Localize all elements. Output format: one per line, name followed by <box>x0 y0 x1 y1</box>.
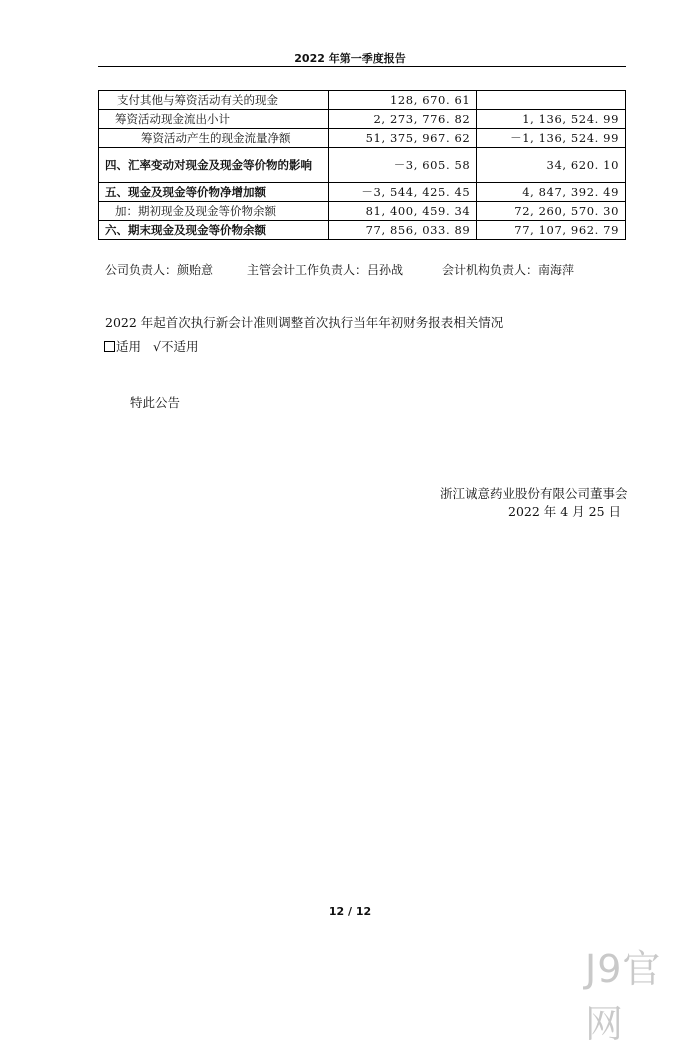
table-row <box>99 129 626 148</box>
table-row <box>99 110 626 129</box>
current-period-value: 81, 400, 459. 34 <box>328 202 477 221</box>
row-label: 六、期末现金及现金等价物余额 <box>99 221 329 240</box>
company-board: 浙江诚意药业股份有限公司董事会 <box>440 486 628 501</box>
table-row <box>99 148 626 183</box>
applicable-label: 适用 <box>116 339 142 354</box>
checkbox-icon <box>104 341 115 352</box>
current-period-value: 77, 856, 033. 89 <box>328 221 477 240</box>
table-row <box>99 183 626 202</box>
current-period-value: 128, 670. 61 <box>328 91 477 110</box>
previous-period-value: 1, 136, 524. 99 <box>477 110 626 129</box>
cash-flow-table <box>98 90 626 240</box>
previous-period-value <box>477 91 626 110</box>
current-period-value: －3, 544, 425. 45 <box>328 183 477 202</box>
previous-period-value: 72, 260, 570. 30 <box>477 202 626 221</box>
row-label: 四、汇率变动对现金及现金等价物的影响 <box>99 148 329 183</box>
page-number: 12 / 12 <box>328 905 372 918</box>
applicability-line <box>104 337 198 355</box>
row-label: 筹资活动产生的现金流量净额 <box>99 129 329 148</box>
previous-period-value: 77, 107, 962. 79 <box>477 221 626 240</box>
company-head: 公司负责人：颜贻意 <box>105 263 214 277</box>
check-mark-icon: √ <box>153 339 161 354</box>
table-row <box>99 202 626 221</box>
watermark-logo: J9官网 <box>585 947 662 1046</box>
row-label: 加：期初现金及现金等价物余额 <box>99 202 329 221</box>
header-rule <box>98 66 626 67</box>
row-label: 五、现金及现金等价物净增加额 <box>99 183 329 202</box>
table-row <box>99 221 626 240</box>
table-row <box>99 91 626 110</box>
not-applicable-label: 不适用 <box>160 339 199 354</box>
announcement: 特此公告 <box>130 395 181 410</box>
accounting-org-head: 会计机构负责人：南海萍 <box>442 263 575 277</box>
current-period-value: 2, 273, 776. 82 <box>328 110 477 129</box>
previous-period-value: －1, 136, 524. 99 <box>477 129 626 148</box>
standards-line: 2022 年起首次执行新会计准则调整首次执行当年年初财务报表相关情况 <box>105 315 504 330</box>
row-label: 支付其他与筹资活动有关的现金 <box>99 91 329 110</box>
page-header-title: 2022 年第一季度报告 <box>294 52 406 65</box>
row-label: 筹资活动现金流出小计 <box>99 110 329 129</box>
announcement-date: 2022 年 4 月 25 日 <box>508 504 622 519</box>
previous-period-value: 34, 620. 10 <box>477 148 626 183</box>
current-period-value: －3, 605. 58 <box>328 148 477 183</box>
accounting-head: 主管会计工作负责人：吕孙战 <box>247 263 404 277</box>
current-period-value: 51, 375, 967. 62 <box>328 129 477 148</box>
previous-period-value: 4, 847, 392. 49 <box>477 183 626 202</box>
